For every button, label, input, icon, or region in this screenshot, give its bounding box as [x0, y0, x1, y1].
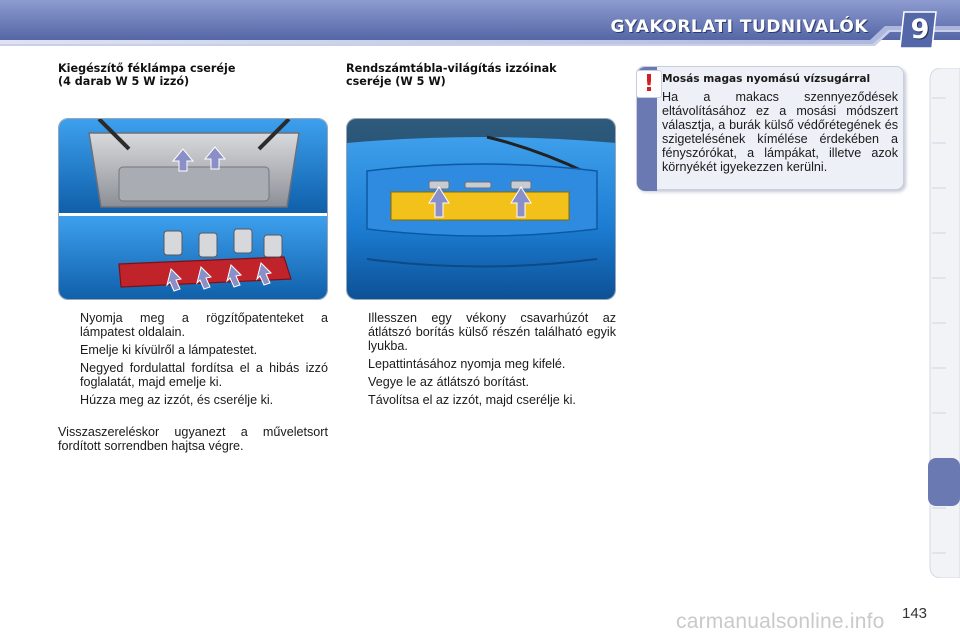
chapter-thumb-tabs: [928, 68, 960, 578]
list-item: [58, 311, 328, 339]
step-text: Húzza meg az izzót, és cserélje ki.: [80, 393, 274, 407]
section-title-line1: Rendszámtábla-világítás izzóinak: [346, 62, 557, 75]
step-text: Illesszen egy vékony csavarhúzót az átlátszó borítás külső részén található egyik lyukba.: [368, 311, 616, 353]
list-item: [346, 375, 616, 389]
list-item: [346, 311, 616, 353]
list-item: [346, 357, 616, 371]
reassembly-note: Visszaszereléskor ugyanezt a műveletsort fordított sorrendben hajtsa végre.: [58, 425, 328, 453]
warning-title: Mosás magas nyomású vízsugárral: [662, 73, 871, 85]
step-text: Lepattintásához nyomja meg kifelé.: [368, 357, 566, 371]
section-title-line2: (4 darab W 5 W izzó): [58, 75, 190, 88]
chapter-header: [0, 0, 960, 52]
brake-light-section-title: [58, 62, 328, 88]
chapter-number: 9: [910, 14, 930, 45]
list-item: [346, 393, 616, 407]
plate-light-photo: [346, 118, 616, 300]
plate-light-section-title: [346, 62, 616, 88]
site-watermark: carmanualsonline.info: [676, 610, 885, 633]
list-item: [58, 343, 328, 357]
step-text: Negyed fordulattal fordítsa el a hibás izzó foglalatát, majd emelje ki.: [80, 361, 328, 389]
chapter-title: GYAKORLATI TUDNIVALÓK: [610, 17, 868, 37]
step-text: Nyomja meg a rögzítőpatenteket a lámpatest oldalain.: [80, 311, 328, 339]
section-title-line2: cseréje (W 5 W): [346, 75, 446, 88]
page-number: 143: [902, 605, 928, 622]
section-title-line1: Kiegészítő féklámpa cseréje: [58, 62, 236, 75]
step-text: Emelje ki kívülről a lámpatestet.: [80, 343, 258, 357]
list-item: [58, 361, 328, 389]
warning-exclamation-icon: !: [636, 70, 662, 98]
step-text: Vegye le az átlátszó borítást.: [368, 375, 530, 389]
brake-light-photo: [58, 118, 328, 300]
step-text: Távolítsa el az izzót, majd cserélje ki.: [368, 393, 576, 407]
warning-body: Ha a makacs szennyeződések eltávolításához ez a mosási módszert választja, a burák külső védőrétegének és szigetelésének kímélése érdekében a fényszórókat, a lámpákat, illetve azok környékét igyekezzen kerülni.: [662, 90, 898, 174]
brake-light-steps: [58, 311, 328, 411]
plate-light-steps: [346, 311, 616, 411]
list-item: [58, 393, 328, 407]
